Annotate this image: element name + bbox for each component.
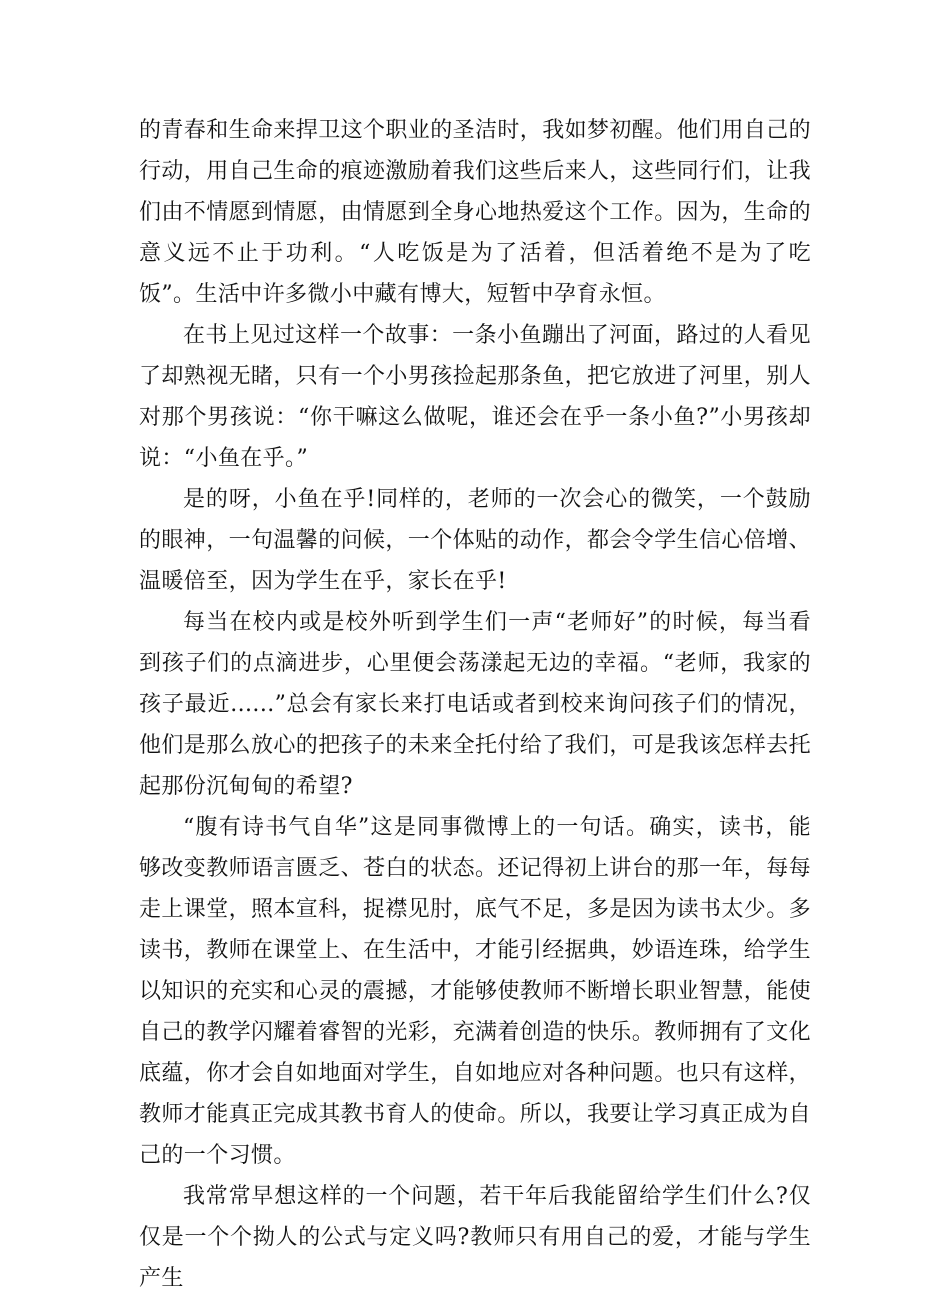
paragraph-4: 每当在校内或是校外听到学生们一声“老师好”的时候，每当看到孩子们的点滴进步，心里便会荡漾起无边的幸福。“老师，我家的孩子最近......”总会有家长来打电话或者到校来询问孩子们的情况，他们是那么放心的把孩子的未来全托付给了我们，可是我该怎样去托起那份沉甸甸的希望? xyxy=(139,610,812,799)
paragraph-6: 我常常早想这样的一个问题，若干年后我能留给学生们什么?仅仅是一个个拗人的公式与定义吗?教师只有用自己的爱，才能与学生产生 xyxy=(139,1184,811,1291)
paragraph-3: 是的呀，小鱼在乎!同样的，老师的一次会心的微笑，一个鼓励的眼神，一句温馨的问候，一个体贴的动作，都会令学生信心倍增、温暖倍至，因为学生在乎，家长在乎! xyxy=(139,487,812,594)
paragraph-5: “腹有诗书气自华”这是同事微博上的一句话。确实，读书，能够改变教师语言匮乏、苍白的状态。还记得初上讲台的那一年，每每走上课堂，照本宣科，捉襟见肘，底气不足，多是因为读书太少。多读书，教师在课堂上、在生活中，才能引经据典，妙语连珠，给学生以知识的充实和心灵的震撼，才能够使教师不断增长职业智慧，能使自己的教学闪耀着睿智的光彩，充满着创造的快乐。教师拥有了文化底蕴，你才会自如地面对学生，自如地应对各种问题。也只有这样，教师才能真正完成其教书育人的使命。所以，我要让学习真正成为自己的一个习惯。 xyxy=(139,815,812,1168)
paragraph-1: 的青春和生命来捍卫这个职业的圣洁时，我如梦初醒。他们用自己的行动，用自己生命的痕迹激励着我们这些后来人，这些同行们，让我们由不情愿到情愿，由情愿到全身心地热爱这个工作。因为，生命的意义远不止于功利。“人吃饭是为了活着，但活着绝不是为了吃饭”。生活中许多微小中藏有博大，短暂中孕育永恒。 xyxy=(139,118,812,307)
body-text xyxy=(139,110,811,1299)
paragraph-2: 在书上见过这样一个故事：一条小鱼蹦出了河面，路过的人看见了却熟视无睹，只有一个小男孩捡起那条鱼，把它放进了河里，别人对那个男孩说：“你干嘛这么做呢，谁还会在乎一条小鱼?”小男孩却说：“小鱼在乎。” xyxy=(139,323,812,471)
